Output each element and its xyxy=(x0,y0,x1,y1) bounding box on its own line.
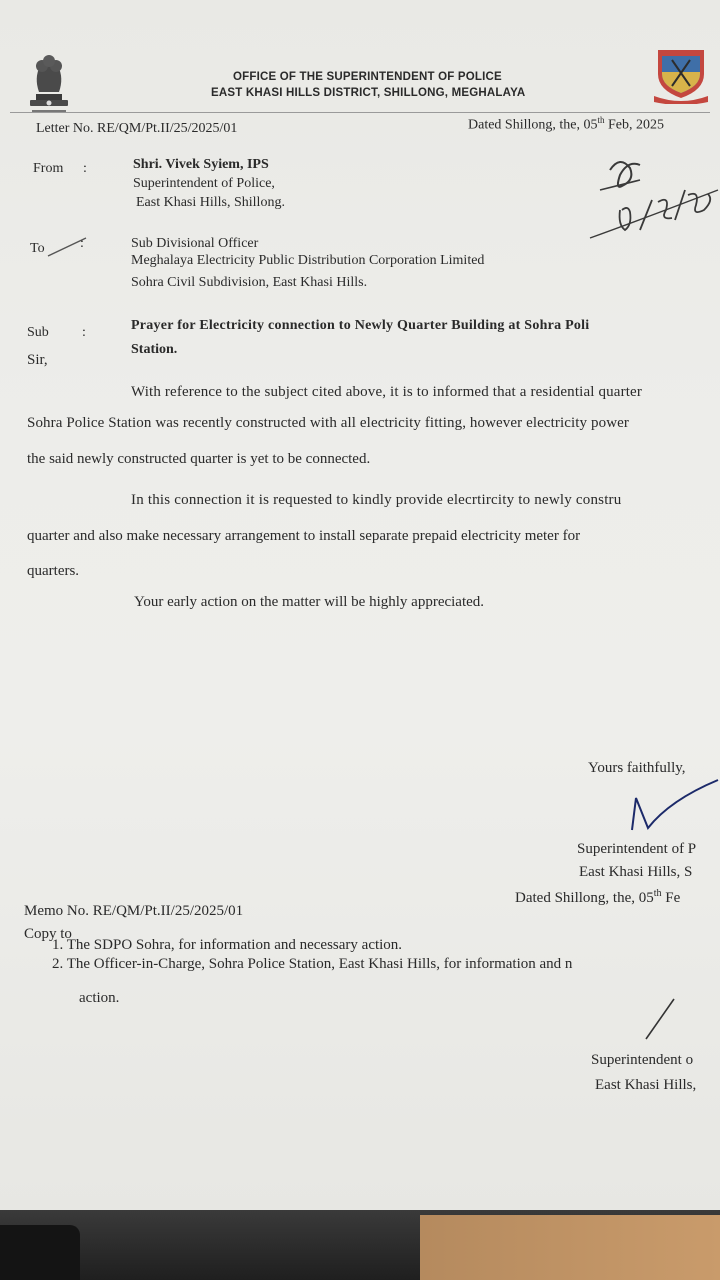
police-crest-icon xyxy=(650,46,712,104)
national-emblem-icon xyxy=(22,48,76,118)
copy-item-2-line-2: action. xyxy=(79,990,120,1006)
subject-line-1: Prayer for Electricity connection to Newly Quarter Building at Sohra Poli xyxy=(131,318,590,333)
body-paragraph-2-line-2: quarter and also make necessary arrangement to install separate prepaid electricity meter for xyxy=(27,528,581,544)
from-designation: Superintendent of Police, xyxy=(133,176,275,191)
from-location: East Khasi Hills, Shillong. xyxy=(136,195,285,210)
memo-signatory-designation: Superintendent o xyxy=(591,1052,694,1068)
signatory-location: East Khasi Hills, S xyxy=(579,864,693,880)
from-colon: : xyxy=(83,161,87,176)
body-paragraph-3: Your early action on the matter will be highly appreciated. xyxy=(134,594,485,610)
closing-text: Yours faithfully, xyxy=(588,760,686,776)
memo-number: Memo No. RE/QM/Pt.II/25/2025/01 xyxy=(24,903,244,919)
signoff-date: Dated Shillong, the, 05th Fe xyxy=(515,888,681,906)
wooden-table-edge xyxy=(420,1215,720,1280)
office-address: EAST KHASI HILLS DISTRICT, SHILLONG, MEGHALAYA xyxy=(211,87,526,99)
letter-date: Dated Shillong, the, 05th Feb, 2025 xyxy=(468,115,665,133)
to-organisation: Meghalaya Electricity Public Distribution Corporation Limited xyxy=(131,253,485,268)
to-colon: : xyxy=(80,236,84,251)
from-name: Shri. Vivek Syiem, IPS xyxy=(133,157,269,172)
subject-label: Sub xyxy=(27,325,49,340)
subject-line-2: Station. xyxy=(131,342,178,357)
signatory-designation: Superintendent of P xyxy=(577,841,697,857)
keyboard-corner xyxy=(0,1225,80,1280)
body-paragraph-1-line-1: With reference to the subject cited above, it is to informed that a residential quarter xyxy=(131,384,643,400)
handwritten-date-note xyxy=(580,150,720,250)
copy-to-label: Copy to xyxy=(24,926,72,942)
body-paragraph-2-line-3: quarters. xyxy=(27,563,80,579)
salutation: Sir, xyxy=(27,352,48,368)
to-location: Sohra Civil Subdivision, East Khasi Hills. xyxy=(131,275,368,290)
to-recipient: Sub Divisional Officer xyxy=(131,236,259,251)
from-label: From xyxy=(33,161,64,176)
body-paragraph-1-line-3: the said newly constructed quarter is yet to be connected. xyxy=(27,451,371,467)
memo-signatory-location: East Khasi Hills, xyxy=(595,1077,697,1093)
to-label: To xyxy=(30,241,45,256)
signature-mark-icon xyxy=(640,995,680,1045)
signature-icon xyxy=(610,770,720,850)
office-title: OFFICE OF THE SUPERINTENDENT OF POLICE xyxy=(233,71,502,83)
header-divider xyxy=(10,112,710,113)
body-paragraph-1-line-2: Sohra Police Station was recently constructed with all electricity fitting, however electricity power xyxy=(27,415,629,431)
copy-item-1: 1. The SDPO Sohra, for information and necessary action. xyxy=(52,937,403,953)
body-paragraph-2-line-1: In this connection it is requested to kindly provide elecrtircity to newly constru xyxy=(131,492,622,508)
letter-number: Letter No. RE/QM/Pt.II/25/2025/01 xyxy=(36,121,238,136)
subject-colon: : xyxy=(82,325,86,340)
copy-item-2-line-1: 2. The Officer-in-Charge, Sohra Police Station, East Khasi Hills, for information and n xyxy=(52,956,573,972)
